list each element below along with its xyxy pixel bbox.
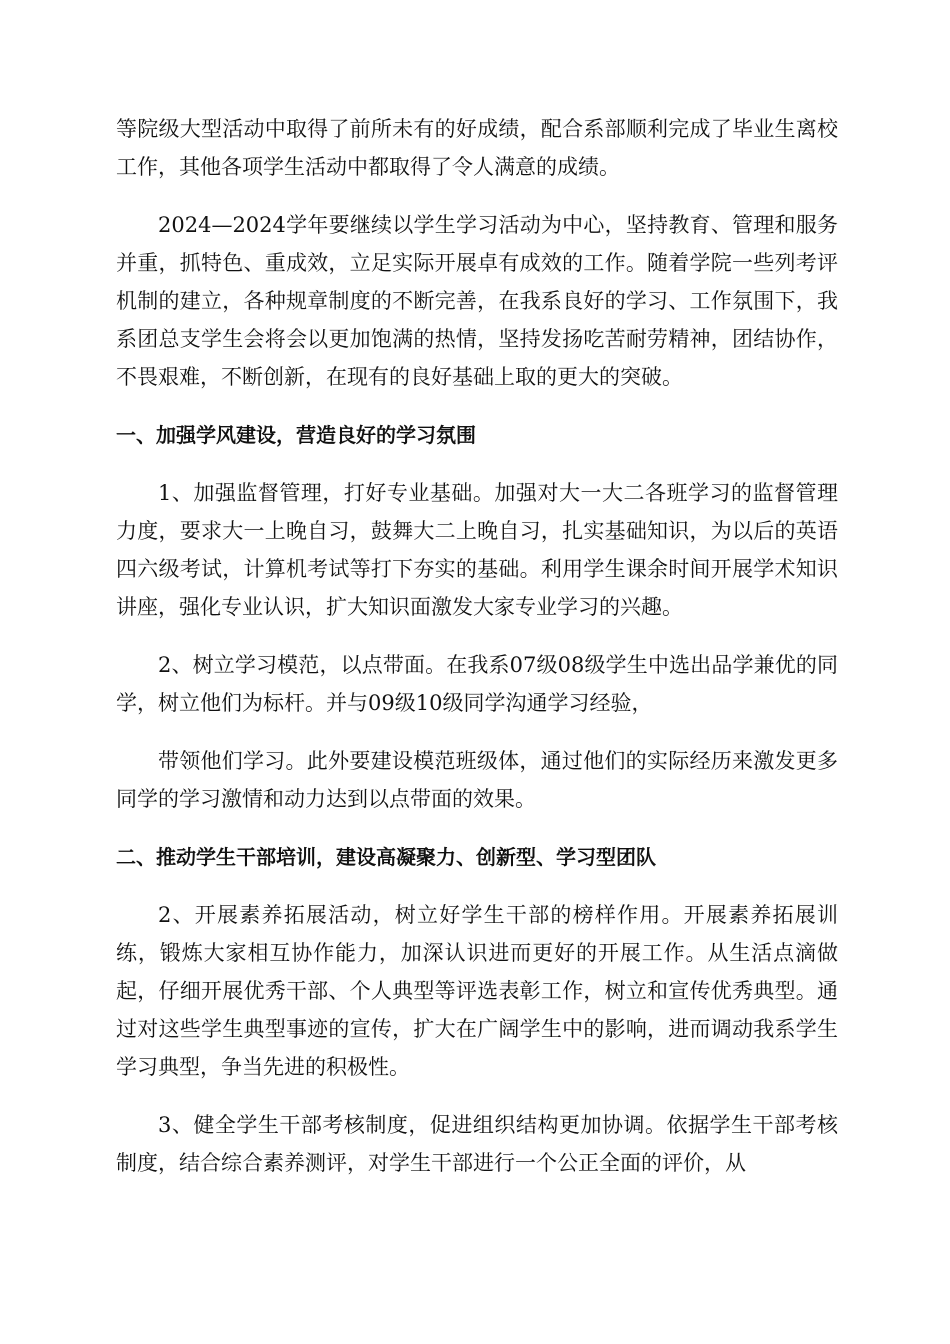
paragraph-supervision: 1、加强监督管理，打好专业基础。加强对大一大二各班学习的监督管理力度，要求大一上晚自习，鼓舞大二上晚自习，扎实基础知识，为以后的英语四六级考试，计算机考试等打下夯实的基础。利用学生课余时间开展学术知识讲座，强化专业认识，扩大知识面激发大家专业学习的兴趣。 xyxy=(116,481,838,619)
section-heading-cadre-training: 二、推动学生干部培训，建设高凝聚力、创新型、学习型团队 xyxy=(116,845,656,869)
paragraph-quality-expansion: 2、开展素养拓展活动，树立好学生干部的榜样作用。开展素养拓展训练，锻炼大家相互协作能力，加深认识进而更好的开展工作。从生活点滴做起，仔细开展优秀干部、个人典型等评选表彰工作，树立和宣传优秀典型。通过对这些学生典型事迹的宣传，扩大在广阔学生中的影响，进而调动我系学生学习典型，争当先进的积极性。 xyxy=(116,903,838,1079)
paragraph-lead-study: 带领他们学习。此外要建设模范班级体，通过他们的实际经历来激发更多同学的学习激情和动力达到以点带面的效果。 xyxy=(116,749,838,811)
section-heading-study-style: 一、加强学风建设，营造良好的学习氛围 xyxy=(116,423,476,447)
paragraph-role-models: 2、树立学习模范，以点带面。在我系07级08级学生中选出品学兼优的同学，树立他们为标杆。并与09级10级同学沟通学习经验， xyxy=(116,653,838,715)
paragraph-annual-plan: 2024—2024学年要继续以学生学习活动为中心，坚持教育、管理和服务并重，抓特色、重成效，立足实际开展卓有成效的工作。随着学院一些列考评机制的建立，各种规章制度的不断完善，在我系良好的学习、工作氛围下，我系团总支学生会将会以更加饱满的热情，坚持发扬吃苦耐劳精神，团结协作，不畏艰难，不断创新，在现有的良好基础上取的更大的突破。 xyxy=(116,213,838,389)
paragraph-assessment-system: 3、健全学生干部考核制度，促进组织结构更加协调。依据学生干部考核制度，结合综合素养测评，对学生干部进行一个公正全面的评价，从 xyxy=(116,1113,838,1175)
document-page xyxy=(116,110,838,1202)
paragraph-continuation: 等院级大型活动中取得了前所未有的好成绩，配合系部顺利完成了毕业生离校工作，其他各项学生活动中都取得了令人满意的成绩。 xyxy=(116,117,838,179)
